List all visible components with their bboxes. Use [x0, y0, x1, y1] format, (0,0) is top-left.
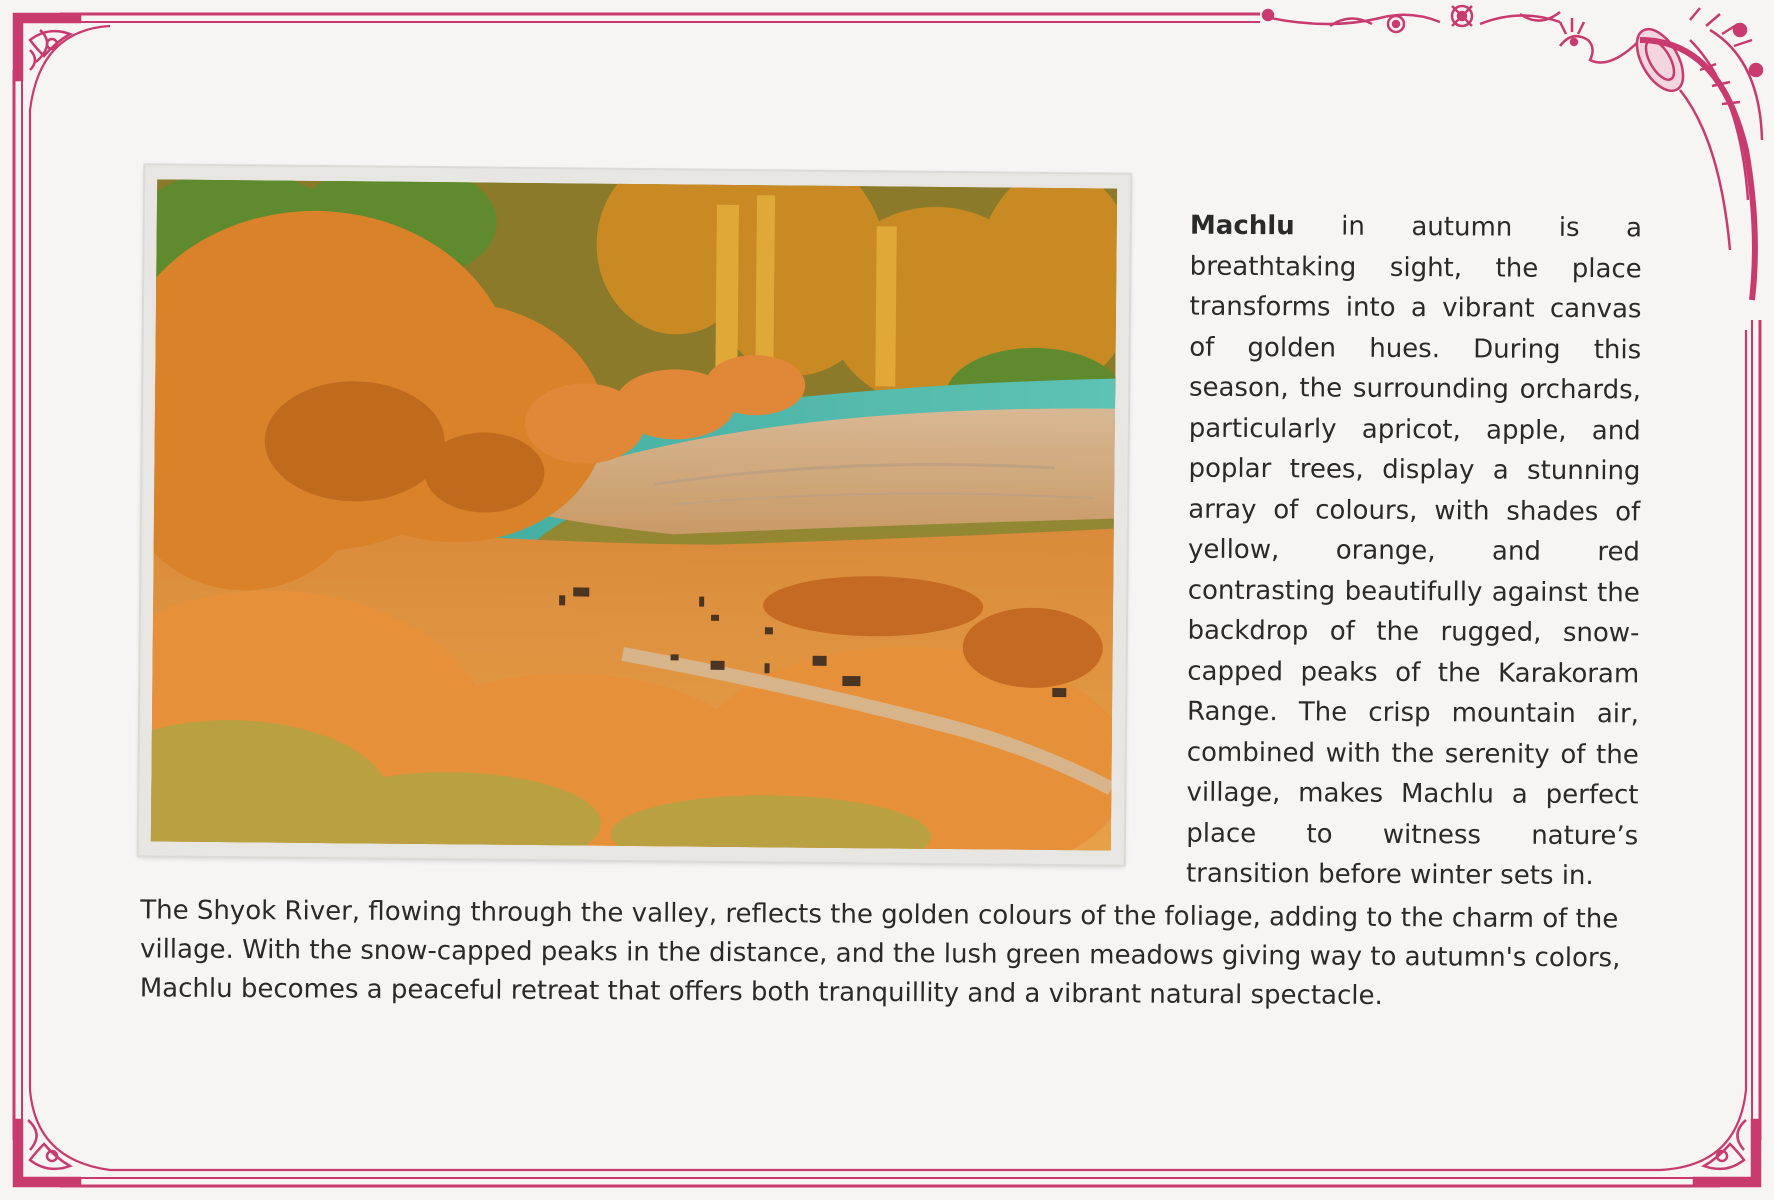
lead-word: Machlu [1189, 210, 1295, 242]
bottom-paragraph: The Shyok River, flowing through the valley, reflects the golden colours of the foliage, adding to the charm of the village. With the snow-capped peaks in the distance, and the lush green meadows giving way to autumn's colors, Machlu becomes a peaceful retreat that offers both tranquillity and a vibrant natural spectacle. [139, 895, 1621, 1011]
landscape-image [151, 179, 1117, 850]
floral-vine-icon [1263, 6, 1560, 32]
side-paragraph-body: in autumn is a breathtaking sight, the place transforms into a vibrant canvas of golden hues. During this season, the surrounding orchards, particularly apricot, apple, and poplar trees, display a stunning array of colours, with shades of yellow, orange, and red contrasting beautifully against the backdrop of the rugged, snow-capped peaks of the Karakoram Range. The crisp mountain air, combined with the serenity of the village, makes Machlu a perfect place to witness nature’s transition before winter sets in. [1185, 211, 1643, 892]
floral-corner-icon [1694, 1120, 1760, 1186]
side-paragraph [1186, 206, 1642, 897]
floral-corner-icon [14, 1120, 80, 1186]
floral-corner-icon [14, 14, 80, 80]
autumn-landscape-photo [139, 165, 1131, 864]
